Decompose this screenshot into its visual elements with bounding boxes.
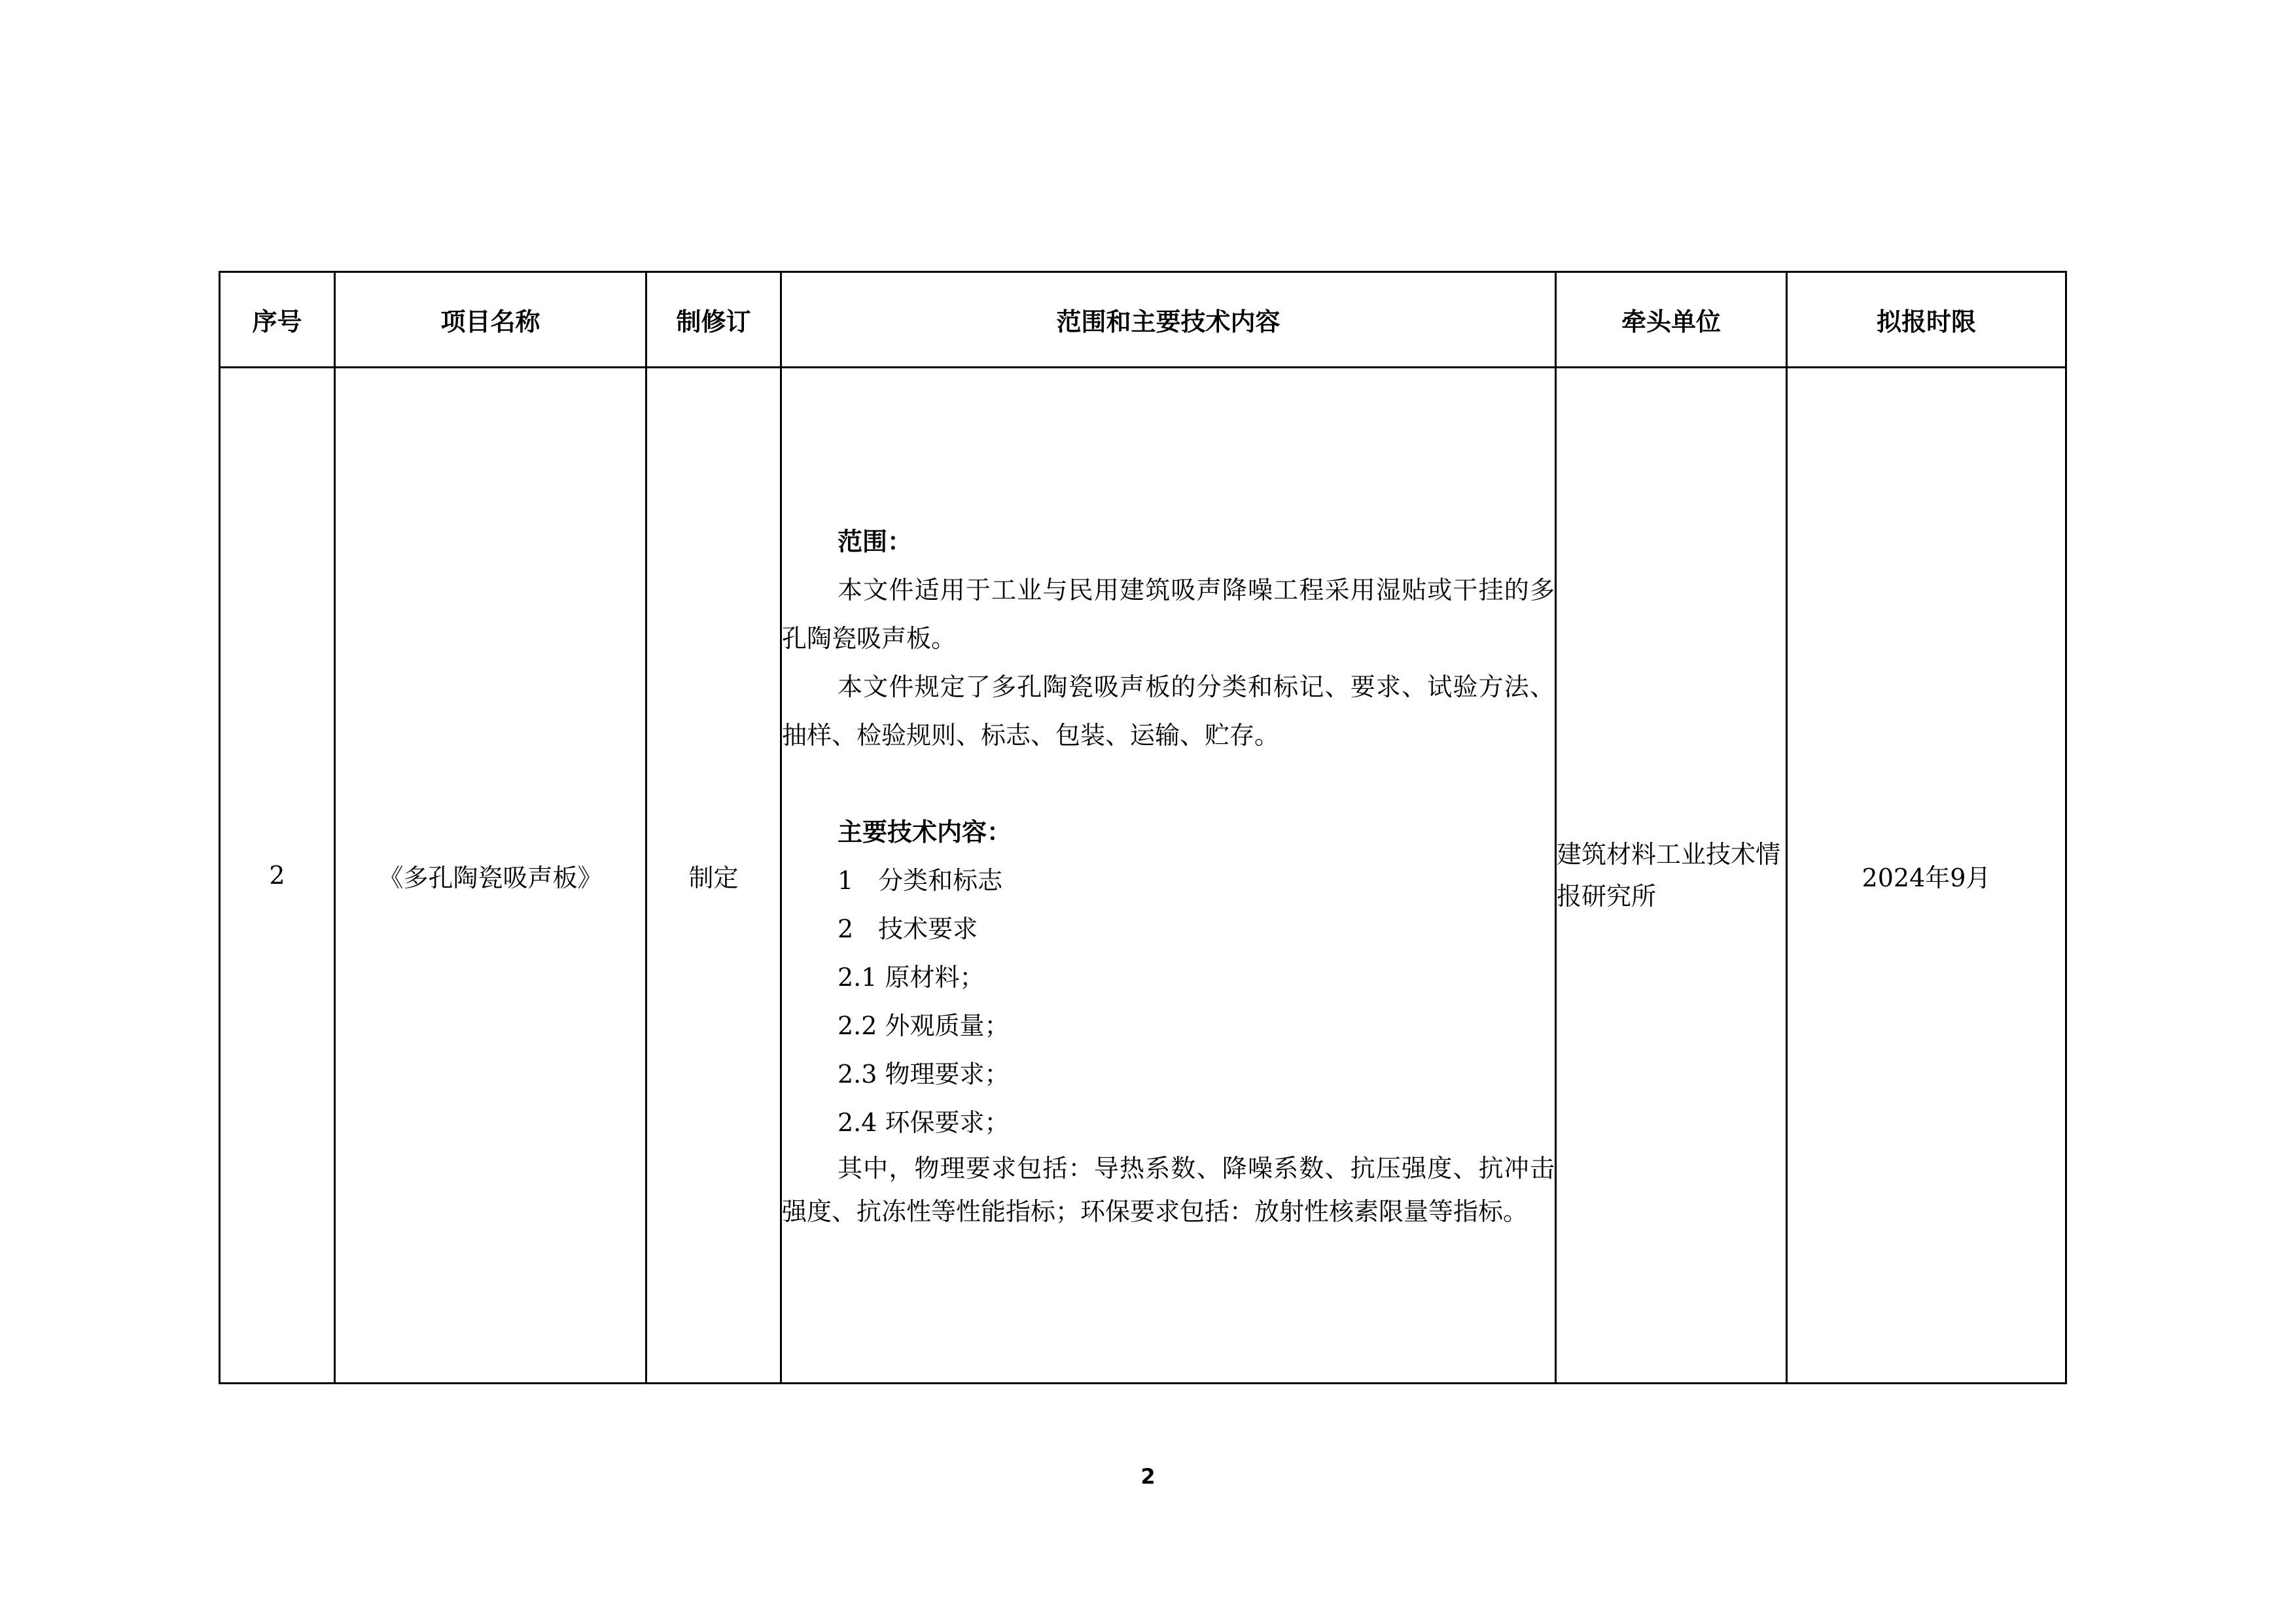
standards-plan-table [219,271,2067,1384]
tech-item: 2.3 物理要求； [838,1060,1010,1089]
scope-paragraph: 本文件规定了多孔陶瓷吸声板的分类和标记、要求、试验方法、抽样、检验规则、标志、包装、运输、贮存。 [782,672,1555,750]
scope-paragraph: 本文件适用于工业与民用建筑吸声降噪工程采用湿贴或干挂的多孔陶瓷吸声板。 [782,576,1555,653]
cell-revision-type: 制定 [646,368,781,1384]
paragraph-gap [782,759,1555,808]
header-scope-content: 范围和主要技术内容 [781,272,1556,368]
header-project-name: 项目名称 [335,272,646,368]
tech-item: 2 技术要求 [838,915,978,943]
tech-heading: 主要技术内容： [838,818,1012,846]
tech-item: 2.4 环保要求； [838,1108,1010,1137]
table-header-row [220,272,2066,368]
header-revision-type: 制修订 [646,272,781,368]
header-deadline: 拟报时限 [1787,272,2066,368]
cell-deadline: 2024年9月 [1787,368,2066,1384]
tech-item: 1 分类和标志 [838,866,1003,895]
tech-note: 其中，物理要求包括：导热系数、降噪系数、抗压强度、抗冲击强度、抗冻性等性能指标；环保要求包括：放射性核素限量等指标。 [782,1154,1555,1226]
cell-scope-content [781,368,1556,1384]
cell-lead-unit: 建筑材料工业技术情报研究所 [1556,368,1787,1384]
header-lead-unit: 牵头单位 [1556,272,1787,368]
page-number: 2 [1140,1464,1156,1489]
scope-content-block [782,517,1555,1233]
header-number: 序号 [220,272,335,368]
tech-item: 2.1 原材料； [838,963,985,992]
scope-heading: 范围： [838,527,913,556]
cell-number: 2 [220,368,335,1384]
tech-item: 2.2 外观质量； [838,1011,1010,1040]
table-row [220,368,2066,1384]
cell-project-name: 《多孔陶瓷吸声板》 [335,368,646,1384]
